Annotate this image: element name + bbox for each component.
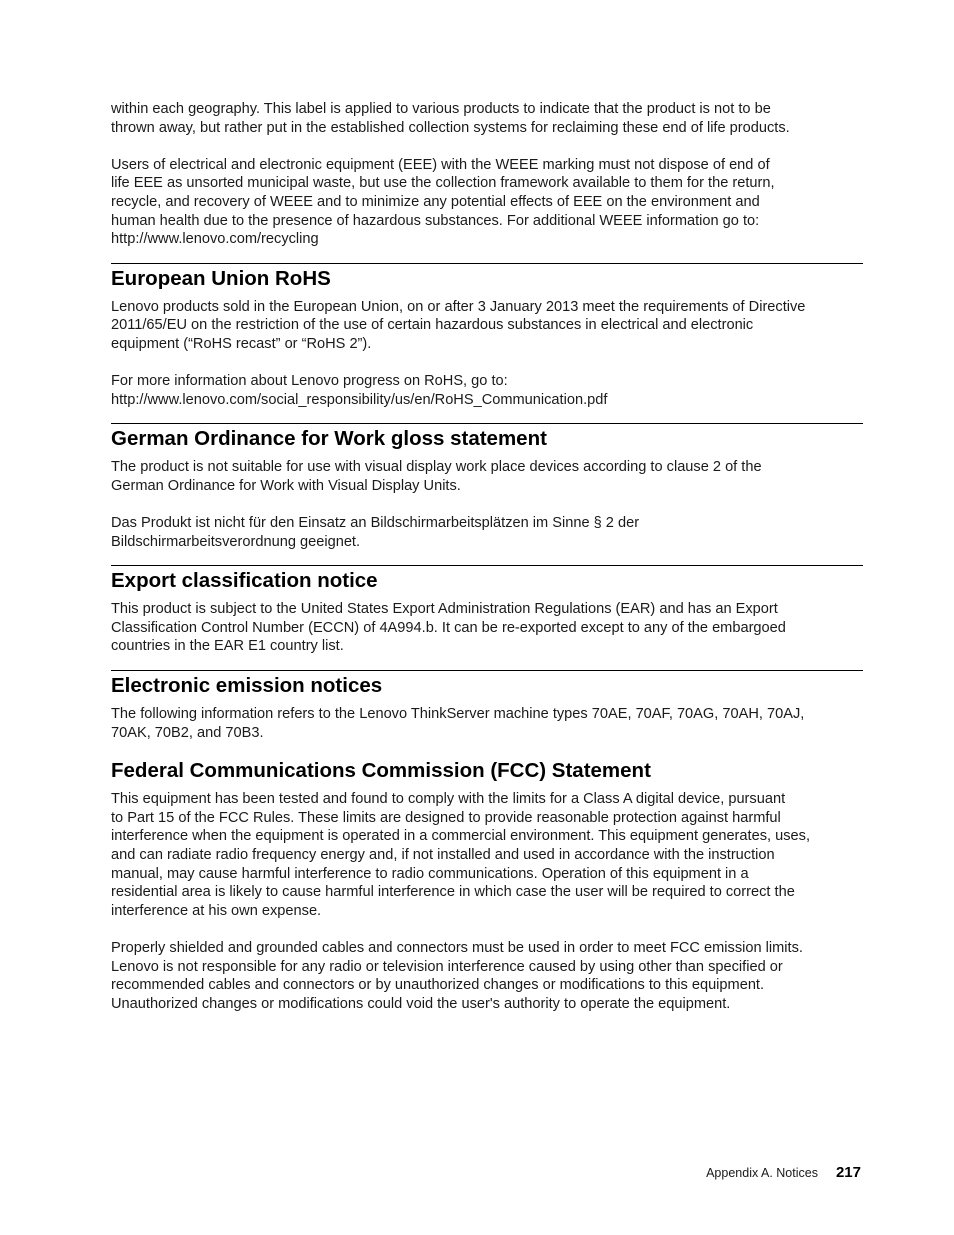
intro-paragraph-2: Users of electrical and electronic equipment (EEE) with the WEEE marking must not dispose of end of life EEE as unsorted municipal waste, but use the collection framework available to them for the return, recycle, and recovery of WEEE and to minimize any potential effects of EEE on the environment and human health due to the presence of hazardous substances. For additional WEEE information go to: http://www.lenovo.com/recycling xyxy=(111,156,775,248)
intro-paragraph-1: within each geography. This label is applied to various products to indicate that the product is not to be thrown away, but rather put in the established collection systems for reclaiming these end of life products. xyxy=(111,101,790,136)
fcc-paragraph-1: This equipment has been tested and found to comply with the limits for a Class A digital device, pursuant to Part 15 of the FCC Rules. These limits are designed to provide reasonable protection against harmful interference when the equipment is operated in a commercial environment. This equipment generates, uses, and can radiate radio frequency energy and, if not installed and used in accordance with the instruction manual, may cause harmful interference to radio communications. Operation of this equipment in a residential area is likely to cause harmful interference in which case the user will be required to correct the interference at his own expense. xyxy=(111,791,810,919)
emission-section xyxy=(111,670,863,742)
fcc-heading: Federal Communications Commission (FCC) Statement xyxy=(111,759,651,783)
export-section xyxy=(111,565,863,656)
emission-paragraph-1: The following information refers to the Lenovo ThinkServer machine types 70AE, 70AF, 70AG, 70AH, 70AJ, 70AK, 70B2, and 70B3. xyxy=(111,706,805,741)
rohs-paragraph-2: For more information about Lenovo progress on RoHS, go to: http://www.lenovo.com/social_responsibility/us/en/RoHS_Communication.pdf xyxy=(111,373,608,408)
rohs-heading: European Union RoHS xyxy=(111,266,331,290)
rohs-paragraph-1: Lenovo products sold in the European Union, on or after 3 January 2013 meet the requirements of Directive 2011/65/EU on the restriction of the use of certain hazardous substances in electrical and electronic equipment (“RoHS recast” or “RoHS 2”). xyxy=(111,298,806,352)
german-paragraph-1: The product is not suitable for use with visual display work place devices according to clause 2 of the German Ordinance for Work with Visual Display Units. xyxy=(111,459,762,494)
german-paragraph-2: Das Produkt ist nicht für den Einsatz an Bildschirmarbeitsplätzen im Sinne § 2 der Bildschirmarbeitsverordnung geeignet. xyxy=(111,515,640,550)
footer-section-label: Appendix A. Notices xyxy=(706,1166,818,1180)
intro-section xyxy=(111,100,863,249)
emission-heading: Electronic emission notices xyxy=(111,674,383,698)
german-section xyxy=(111,423,863,551)
page-footer xyxy=(706,1164,861,1181)
fcc-paragraph-2: Properly shielded and grounded cables and connectors must be used in order to meet FCC emission limits. Lenovo is not responsible for any radio or television interference caused by using other than specified or recommended cables and connectors or by unauthorized changes or modifications to this equipment. Unauthorized changes or modifications could void the user's authority to operate the equipment. xyxy=(111,940,803,1012)
export-heading: Export classification notice xyxy=(111,569,378,593)
export-paragraph-1: This product is subject to the United States Export Administration Regulations (EAR) and has an Export Classification Control Number (ECCN) of 4A994.b. It can be re-exported except to any of the embargoed countries in the EAR E1 country list. xyxy=(111,601,786,655)
rohs-section xyxy=(111,263,863,410)
page-number: 217 xyxy=(835,1164,861,1181)
german-heading: German Ordinance for Work gloss statement xyxy=(111,427,547,451)
fcc-section xyxy=(111,757,863,1013)
page-content xyxy=(111,100,863,1013)
